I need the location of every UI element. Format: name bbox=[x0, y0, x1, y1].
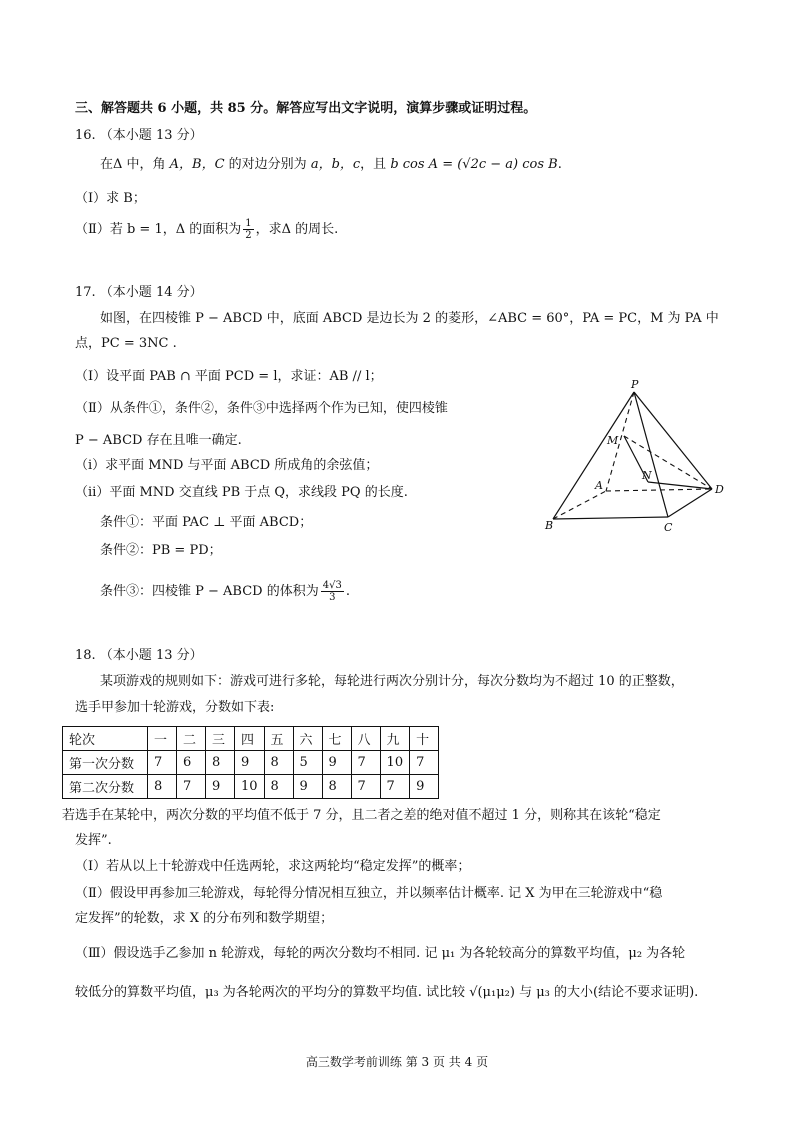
q17-stem-line1: 如图，在四棱锥 P − ABCD 中，底面 ABCD 是边长为 2 的菱形，∠ABC = 60°，PA = PC，M 为 PA 中 bbox=[100, 311, 719, 326]
q17-stem-line2: 点，PC = 3NC . bbox=[75, 336, 177, 351]
table-cell: 7 bbox=[410, 751, 439, 775]
q16-stem bbox=[100, 155, 562, 175]
q16-part1: （Ⅰ）求 B； bbox=[75, 191, 146, 206]
table-cell: 九 bbox=[380, 727, 410, 751]
scores-table bbox=[62, 726, 439, 799]
q18-part1: （Ⅰ）若从以上十轮游戏中任选两轮，求这两轮均“稳定发挥”的概率； bbox=[75, 859, 471, 874]
table-row bbox=[63, 751, 439, 775]
q17-part2-line1: （Ⅱ）从条件①，条件②，条件③中选择两个作为已知，使四棱锥 bbox=[75, 401, 448, 416]
q17-title: 17. （本小题 14 分） bbox=[75, 285, 203, 300]
edge-AD bbox=[606, 489, 712, 491]
q17-cond1: 条件①：平面 PAC ⊥ 平面 ABCD； bbox=[100, 515, 313, 530]
q18-title: 18. （本小题 13 分） bbox=[75, 648, 203, 663]
q16-part2-a: （Ⅱ）若 b = 1，Δ 的面积为 bbox=[75, 222, 242, 237]
q17-cond3 bbox=[100, 580, 350, 603]
label-C: C bbox=[664, 521, 673, 534]
table-cell: 7 bbox=[148, 751, 177, 775]
q17-sub-ii: （ⅱ）平面 MND 交直线 PB 于点 Q，求线段 PQ 的长度. bbox=[75, 485, 408, 500]
table-cell: 第一次分数 bbox=[63, 751, 148, 775]
q18-after-line1: 若选手在某轮中，两次分数的平均值不低于 7 分，且二者之差的绝对值不超过 1 分，则称其在该轮“稳定 bbox=[62, 808, 661, 823]
q18-part3-line2: 较低分的算数平均值，μ₃ 为各轮两次的平均分的算数平均值. 试比较 √(μ₁μ₂) 与 μ₃ 的大小(结论不要求证明). bbox=[75, 985, 699, 1000]
table-cell: 第二次分数 bbox=[63, 775, 148, 799]
edge-CD bbox=[668, 489, 712, 517]
edge-PC bbox=[634, 392, 668, 517]
table-cell: 八 bbox=[351, 727, 380, 751]
table-cell: 二 bbox=[177, 727, 206, 751]
q16-part2 bbox=[75, 218, 338, 241]
table-cell: 8 bbox=[264, 751, 293, 775]
table-cell: 8 bbox=[148, 775, 177, 799]
table-cell: 5 bbox=[293, 751, 322, 775]
table-cell: 轮次 bbox=[63, 727, 148, 751]
q16-stem-c: ，且 bbox=[360, 157, 391, 172]
table-cell: 9 bbox=[293, 775, 322, 799]
table-row bbox=[63, 727, 439, 751]
edge-PB bbox=[553, 392, 634, 519]
table-cell: 9 bbox=[322, 751, 351, 775]
table-cell: 6 bbox=[177, 751, 206, 775]
table-cell: 8 bbox=[322, 775, 351, 799]
q16-stem-formula: b cos A = (√2c − a) cos B bbox=[390, 157, 558, 172]
q18-part3-line1: （Ⅲ）假设选手乙参加 n 轮游戏，每轮的两次分数均不相同. 记 μ₁ 为各轮较高分的算数平均值，μ₂ 为各轮 bbox=[75, 946, 686, 961]
q16-part2-num: 1 bbox=[245, 218, 252, 229]
q17-sub-i: （ⅰ）求平面 MND 与平面 ABCD 所成角的余弦值； bbox=[75, 458, 379, 473]
q18-part2-line2: 定发挥”的轮数，求 X 的分布列和数学期望； bbox=[75, 911, 334, 926]
label-P: P bbox=[631, 378, 639, 391]
pyramid-figure bbox=[540, 376, 740, 536]
label-A: A bbox=[595, 479, 603, 492]
q16-title: 16. （本小题 13 分） bbox=[75, 128, 203, 143]
table-cell: 8 bbox=[264, 775, 293, 799]
q16-part2-b: ，求Δ 的周长. bbox=[255, 222, 339, 237]
q16-stem-sides: a，b，c bbox=[310, 157, 361, 172]
table-cell: 9 bbox=[206, 775, 235, 799]
table-cell: 7 bbox=[380, 775, 410, 799]
q17-part2-line2: P − ABCD 存在且唯一确定. bbox=[75, 433, 242, 448]
table-cell: 十 bbox=[410, 727, 439, 751]
section-header: 三、解答题共 6 小题，共 85 分。解答应写出文字说明，演算步骤或证明过程。 bbox=[75, 101, 537, 116]
q18-stem-line2: 选手甲参加十轮游戏，分数如下表: bbox=[75, 700, 275, 715]
table-cell: 一 bbox=[148, 727, 177, 751]
edge-BA bbox=[553, 491, 606, 519]
table-cell: 9 bbox=[235, 751, 265, 775]
q17-cond3-a: 条件③：四棱锥 P − ABCD 的体积为 bbox=[100, 584, 319, 599]
q17-part1: （Ⅰ）设平面 PAB ∩ 平面 PCD = l，求证：AB // l； bbox=[75, 369, 383, 384]
table-cell: 7 bbox=[351, 775, 380, 799]
table-cell: 四 bbox=[235, 727, 265, 751]
q16-stem-vars: A，B，C bbox=[169, 157, 225, 172]
label-B: B bbox=[545, 519, 554, 532]
q18-after-line2: 发挥”. bbox=[75, 833, 112, 848]
table-cell: 8 bbox=[206, 751, 235, 775]
q17-cond2: 条件②：PB = PD； bbox=[100, 543, 222, 558]
label-N: N bbox=[642, 469, 652, 482]
q16-stem-a: 在Δ 中，角 bbox=[100, 157, 170, 172]
q17-cond3-den: 3 bbox=[329, 592, 336, 603]
table-cell: 六 bbox=[293, 727, 322, 751]
q17-cond3-num: 4√3 bbox=[322, 580, 342, 591]
q17-cond3-fraction bbox=[321, 580, 344, 603]
q18-stem-line1: 某项游戏的规则如下：游戏可进行多轮，每轮进行两次分别计分，每次分数均为不超过 10 的正整数， bbox=[100, 674, 684, 689]
table-cell: 7 bbox=[351, 751, 380, 775]
label-M: M bbox=[607, 434, 619, 447]
table-cell: 10 bbox=[380, 751, 410, 775]
table-cell: 9 bbox=[410, 775, 439, 799]
table-cell: 五 bbox=[264, 727, 293, 751]
table-row bbox=[63, 775, 439, 799]
table-cell: 三 bbox=[206, 727, 235, 751]
page-footer: 高三数学考前训练 第 3 页 共 4 页 bbox=[305, 1055, 489, 1069]
table-cell: 七 bbox=[322, 727, 351, 751]
label-D: D bbox=[715, 483, 724, 496]
q16-stem-end: . bbox=[557, 157, 562, 172]
edge-BC bbox=[553, 517, 668, 519]
q16-part2-fraction bbox=[243, 218, 253, 241]
table-cell: 10 bbox=[235, 775, 265, 799]
q18-part2-line1: （Ⅱ）假设甲再参加三轮游戏，每轮得分情况相互独立，并以频率估计概率. 记 X 为甲在三轮游戏中“稳 bbox=[75, 886, 663, 901]
table-cell: 7 bbox=[177, 775, 206, 799]
q16-part2-den: 2 bbox=[245, 230, 252, 241]
q16-stem-b: 的对边分别为 bbox=[224, 157, 311, 172]
q17-cond3-end: . bbox=[345, 584, 350, 599]
